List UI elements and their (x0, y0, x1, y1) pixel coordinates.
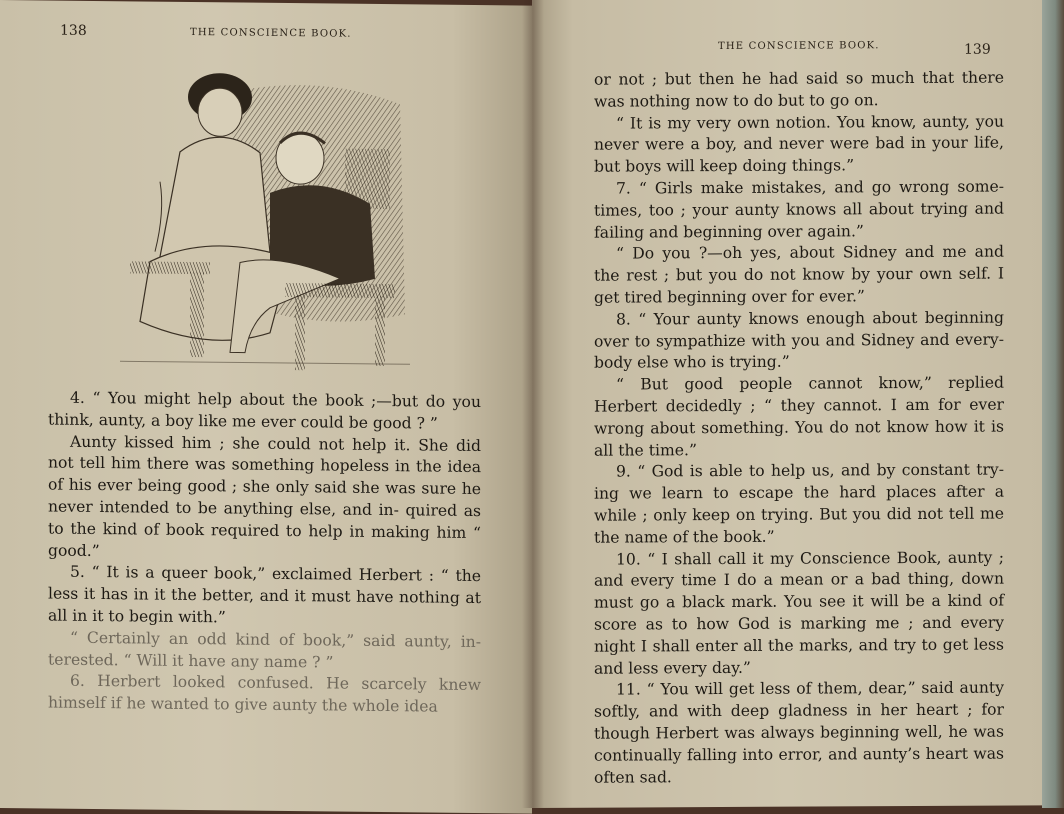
paragraph: or not ; but then he had said so much that there was nothing now to do but to go on. (594, 68, 1004, 111)
left-running-head: THE CONSCIENCE BOOK. (190, 26, 352, 40)
paragraph: 7. “ Girls make mistakes, and go wrong some- times, too ; your aunty knows all about trying and failing and beginning over again.” (594, 177, 1004, 242)
paragraph: 4. “ You might help about the book ;—but do you think, aunty, a boy like me ever could be good ? ” (48, 388, 481, 433)
paragraph: 11. “ You will get less of them, dear,” said aunty softly, and with deep gladness in her heart ; for though Herbert was always beginning well, he was continually falling into error, and aunty’s heart was often sad. (594, 678, 1004, 787)
paragraph: 8. “ Your aunty knows enough about beginning over to sympathize with you and Sidney and every- body else who is trying.” (594, 308, 1004, 373)
paragraph: 9. “ God is able to help us, and by constant try- ing we learn to escape the hard places after a while ; only keep on trying. But you did not tell me the name of the book.” (594, 460, 1004, 547)
right-running-head: THE CONSCIENCE BOOK. (718, 40, 880, 53)
right-body-text (594, 68, 1004, 789)
left-page-number: 138 (60, 22, 87, 39)
paragraph: “ Do you ?—oh yes, about Sidney and me and the rest ; but you do not know by your own self. I get tired beginning over for ever.” (594, 242, 1004, 307)
left-body-text (48, 388, 481, 719)
book-gutter (522, 0, 544, 808)
paragraph: “ It is my very own notion. You know, aunty, you never were a boy, and never were bad in your life, but boys will keep doing things.” (594, 112, 1004, 176)
paragraph: Aunty kissed him ; she could not help it. She did not tell him there was something hopeless in the idea of his ever being good ; she only said she was sure he never intended to be anything else, and in- quired as to the kind of book required to help in making him “ good.” (48, 432, 481, 560)
paragraph: 10. “ I shall call it my Conscience Book, aunty ; and every time I do a mean or a bad thing, down must go a black mark. You see it will be a kind of score as to how God is marking me ; and every night I shall enter all the marks, and try to get less and less every day.” (594, 548, 1004, 678)
paragraph: 6. Herbert looked confused. He scarcely knew himself if he wanted to give aunty the whole idea (48, 672, 481, 716)
paragraph: “ Certainly an odd kind of book,” said aunty, in- terested. “ Will it have any name ? ” (48, 628, 481, 672)
engraving-illustration (120, 61, 410, 382)
paragraph: 5. “ It is a queer book,” exclaimed Herbert : “ the less it has in it the better, and it must have nothing at all in it to begin with.” (48, 563, 481, 627)
right-page-number: 139 (964, 41, 991, 58)
book-edge (1042, 0, 1064, 808)
right-page (532, 0, 1042, 808)
paragraph: “ But good people cannot know,” replied Herbert decidedly ; “ they cannot. I am for ever wrong about something. You do not know how it is all the time.” (594, 373, 1004, 460)
